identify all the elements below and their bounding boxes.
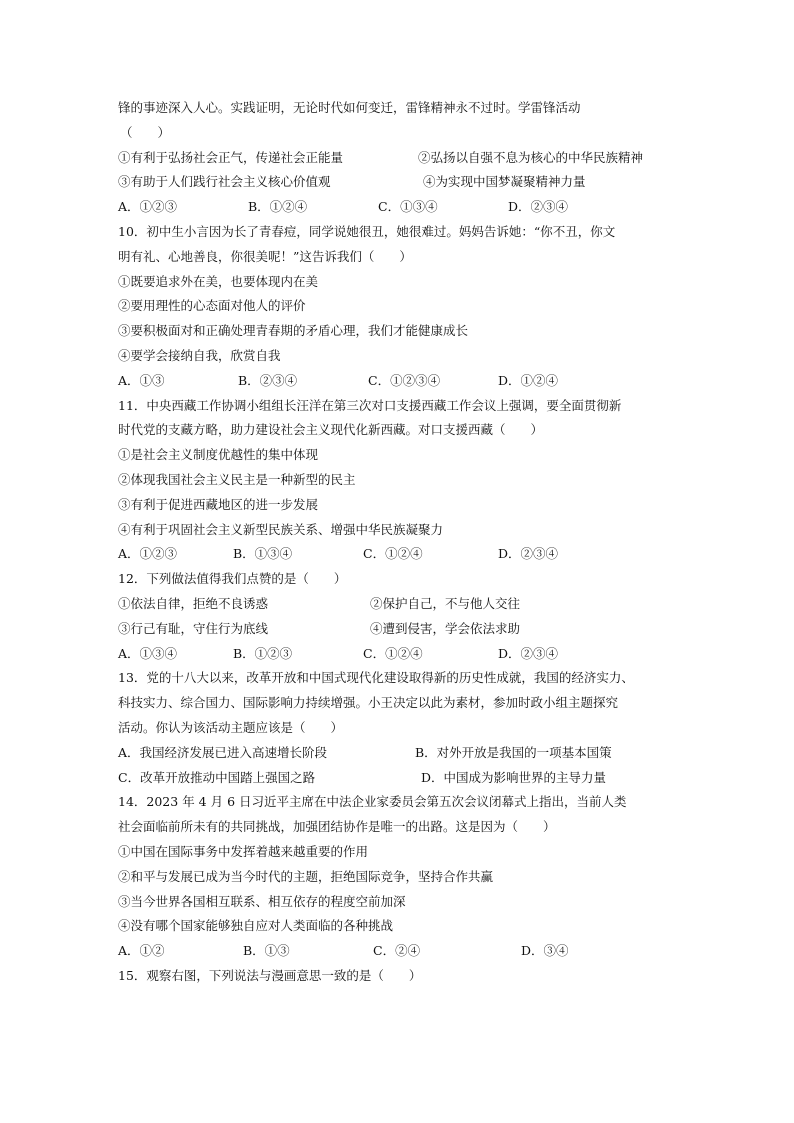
q15-stem-line1: 15．观察右图，下列说法与漫画意思一致的是（ ） [118,967,422,983]
q14-options [118,939,678,964]
q14-statement-2: ②和平与发展已成为当今时代的主题，拒绝国际竞争，坚持合作共赢 [118,868,494,884]
q13-option-d: D．中国成为影响世界的主导力量 [421,769,607,785]
q12-option-a: A．①③④ [118,645,178,661]
q9-statement-1: ①有利于弘扬社会正气，传递社会正能量 [118,149,344,165]
q11-options [118,542,678,567]
q10-option-b: B．②③④ [238,372,298,388]
q12-statements-row1 [118,592,678,617]
q10-statement-1: ①既要追求外在美，也要体现内在美 [118,273,319,289]
q12-option-c: C．①②④ [363,645,423,661]
q11-option-d: D．②③④ [498,546,559,562]
q14-stem-line2: 社会面临前所未有的共同挑战，加强团结协作是唯一的出路。这是因为（ ） [118,819,556,835]
q14-option-d: D．③④ [521,943,569,959]
q14-statement-3: ③当今世界各国相互联系、相互依存的程度空前加深 [118,893,406,909]
q11-stem-line2: 时代党的支藏方略，助力建设社会主义现代化新西藏。对口支援西藏（ ） [118,422,544,438]
q13-option-a: A．我国经济发展已进入高速增长阶段 [118,744,328,760]
q9-stem-line1: 锋的事迹深入人心。实践证明，无论时代如何变迁，雷锋精神永不过时。学雷锋活动 [118,100,581,115]
q9-option-a: A．①②③ [118,199,178,215]
q10-option-a: A．①③ [118,372,165,388]
q9-option-b: B．①②④ [248,199,308,215]
q12-statement-2: ②保护自己，不与他人交往 [370,595,521,611]
q12-options [118,642,678,667]
q9-statements-row2 [118,170,678,195]
q10-statement-4: ④要学会接纳自我，欣赏自我 [118,347,281,363]
q12-option-d: D．②③④ [498,645,559,661]
exam-page [118,96,678,989]
q11-statement-2: ②体现我国社会主义民主是一种新型的民主 [118,471,356,487]
q12-statement-1: ①依法自律，拒绝不良诱惑 [118,595,269,611]
q12-stem-line1: 12．下列做法值得我们点赞的是（ ） [118,571,347,587]
q11-stem-line1: 11．中央西藏工作协调小组组长汪洋在第三次对口支援西藏工作会议上强调，要全面贯彻新 [118,397,622,413]
q9-options [118,195,678,220]
q10-options [118,369,678,394]
q9-option-d: D．②③④ [508,199,569,215]
q12-option-b: B．①②③ [233,645,293,661]
q10-statement-2: ②要用理性的心态面对他人的评价 [118,298,306,314]
q11-option-c: C．①②④ [363,546,423,562]
q9-answer-bracket: （ ） [120,124,171,140]
q10-stem-line2: 明有礼、心地善良，你很美呢！”这告诉我们（ ） [118,248,412,264]
q12-statement-3: ③行己有耻，守住行为底线 [118,620,269,636]
q14-option-c: C．②④ [373,943,421,959]
q14-option-b: B．①③ [243,943,290,959]
q13-stem-line2: 科技实力、综合国力、国际影响力持续增强。小王决定以此为素材，参加时政小组主题探究 [118,695,619,711]
q10-option-d: D．①②④ [498,372,559,388]
q12-statement-4: ④遭到侵害，学会依法求助 [370,620,521,636]
q9-statements-row1 [118,146,678,171]
q12-statements-row2 [118,617,678,642]
q14-statement-1: ①中国在国际事务中发挥着越来越重要的作用 [118,843,369,859]
q13-option-b: B．对外开放是我国的一项基本国策 [415,744,612,760]
q14-stem-line1: 14．2023 年 4 月 6 日习近平主席在中法企业家委员会第五次会议闭幕式上指出，当前人类 [118,794,627,810]
q11-option-b: B．①③④ [233,546,293,562]
q13-options-row1 [118,741,678,766]
q14-option-a: A．①② [118,943,165,959]
q13-stem-line3: 活动。你认为该活动主题应该是（ ） [118,719,344,735]
q14-statement-4: ④没有哪个国家能够独自应对人类面临的各种挑战 [118,918,394,934]
q10-statement-3: ③要积极面对和正确处理青春期的矛盾心理，我们才能健康成长 [118,323,469,339]
q11-statement-4: ④有利于巩固社会主义新型民族关系、增强中华民族凝聚力 [118,521,444,537]
q11-statement-1: ①是社会主义制度优越性的集中体现 [118,447,319,463]
q9-statement-2: ②弘扬以自强不息为核心的中华民族精神 [418,149,644,165]
q9-statement-4: ④为实现中国梦凝聚精神力量 [423,174,586,190]
q10-option-c: C．①②③④ [368,372,441,388]
q11-statement-3: ③有利于促进西藏地区的进一步发展 [118,496,319,512]
q13-stem-line1: 13．党的十八大以来，改革开放和中国式现代化建设取得新的历史性成就，我国的经济实力、 [118,670,634,686]
q10-stem-line1: 10．初中生小言因为长了青春痘，同学说她很丑，她很难过。妈妈告诉她：“你不丑，你文 [118,223,616,239]
q13-option-c: C．改革开放推动中国踏上强国之路 [118,769,316,785]
q11-option-a: A．①②③ [118,546,178,562]
q13-options-row2 [118,766,678,791]
q9-statement-3: ③有助于人们践行社会主义核心价值观 [118,174,331,190]
q9-option-c: C．①③④ [378,199,438,215]
